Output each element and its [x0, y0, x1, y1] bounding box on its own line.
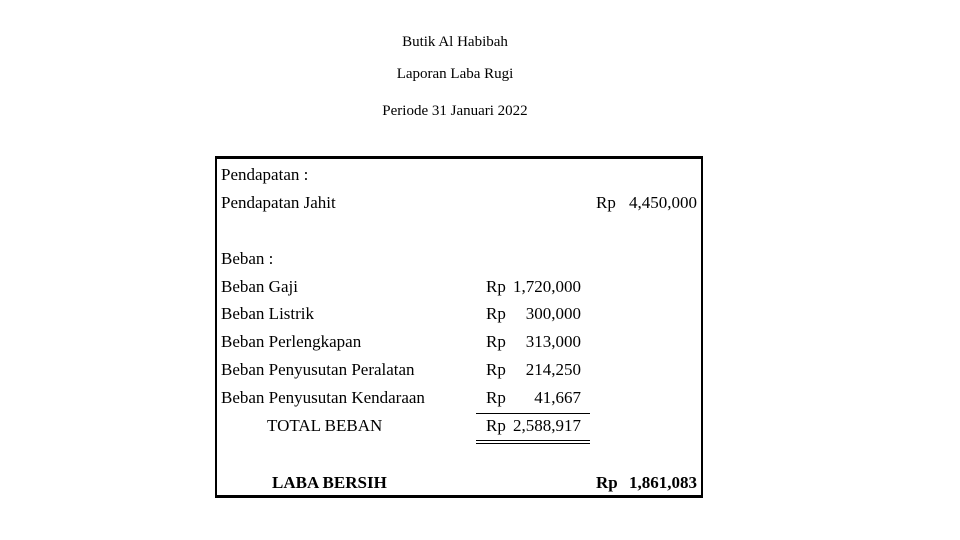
revenue-heading-row — [217, 161, 701, 188]
expense-currency: Rp — [486, 388, 506, 407]
net-income-label: LABA BERSIH — [272, 473, 387, 492]
expense-currency: Rp — [486, 277, 506, 296]
revenue-label: Pendapatan Jahit — [221, 193, 336, 212]
expense-heading: Beban : — [221, 249, 274, 268]
expense-amount: 313,000 — [525, 332, 581, 351]
expense-amount: 1,720,000 — [513, 277, 581, 296]
expense-heading-row — [217, 245, 701, 272]
expense-label: Beban Listrik — [221, 304, 315, 323]
net-income-amount: 1,861,083 — [629, 473, 697, 492]
expense-row — [217, 384, 701, 411]
total-expense-label: TOTAL BEBAN — [267, 416, 383, 435]
total-double-rule — [476, 440, 590, 444]
expense-row — [217, 300, 701, 327]
expense-amount: 41,667 — [534, 388, 581, 407]
net-income-currency: Rp — [596, 473, 618, 492]
expense-amount: 214,250 — [525, 360, 581, 379]
company-name: Butik Al Habibah — [402, 34, 508, 50]
expense-label: Beban Penyusutan Kendaraan — [221, 388, 425, 407]
expense-currency: Rp — [486, 360, 506, 379]
expense-label: Beban Perlengkapan — [221, 332, 362, 351]
expense-label: Beban Gaji — [221, 277, 298, 296]
expense-row — [217, 356, 701, 383]
net-income-row — [217, 469, 701, 496]
expense-label: Beban Penyusutan Peralatan — [221, 360, 415, 379]
total-expense-currency: Rp — [486, 416, 506, 435]
expense-currency: Rp — [486, 304, 506, 323]
revenue-amount: 4,450,000 — [629, 193, 697, 212]
revenue-row — [217, 189, 701, 216]
expense-row — [217, 273, 701, 300]
report-period: Periode 31 Januari 2022 — [382, 103, 528, 119]
expense-row — [217, 328, 701, 355]
report-title: Laporan Laba Rugi — [396, 66, 514, 82]
expense-amount: 300,000 — [525, 304, 581, 323]
income-statement-table — [215, 156, 703, 498]
revenue-heading: Pendapatan : — [221, 165, 309, 184]
expense-currency: Rp — [486, 332, 506, 351]
total-expense-row — [217, 412, 701, 439]
revenue-currency: Rp — [596, 193, 616, 212]
total-expense-amount: 2,588,917 — [513, 416, 581, 435]
